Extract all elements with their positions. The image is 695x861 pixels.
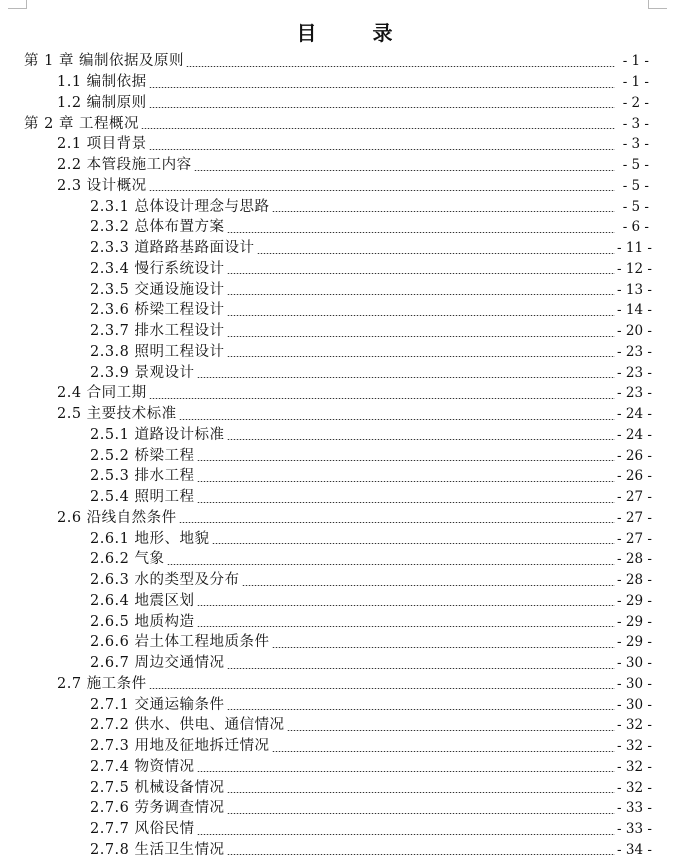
toc-dot-leader: [272, 647, 615, 648]
toc-dot-leader: [227, 813, 615, 814]
toc-subsection-entry[interactable]: [0, 549, 695, 570]
toc-subsection-entry[interactable]: [0, 653, 695, 674]
toc-page-number: - 23 -: [617, 385, 652, 402]
toc-entry-label: 2.3 设计概况: [57, 177, 147, 194]
toc-entry-label: 2.1 项目背景: [57, 136, 147, 153]
toc-dot-leader: [197, 460, 615, 461]
toc-subsection-entry[interactable]: [0, 445, 695, 466]
toc-entry-label: 2.6.1 地形、地貌: [90, 530, 210, 547]
toc-page-number: - 26 -: [617, 447, 652, 464]
toc-dot-leader: [149, 87, 615, 88]
toc-page-number: - 6 -: [622, 219, 649, 236]
toc-dot-leader: [197, 481, 615, 482]
toc-subsection-entry[interactable]: [0, 798, 695, 819]
toc-entry-label: 2.7 施工条件: [57, 675, 147, 692]
toc-chapter-entry[interactable]: [0, 51, 695, 72]
toc-page-number: - 34 -: [617, 841, 652, 858]
toc-subsection-entry[interactable]: [0, 528, 695, 549]
toc-page-number: - 27 -: [617, 489, 652, 506]
toc-page-number: - 5 -: [622, 198, 649, 215]
toc-page-number: - 29 -: [617, 613, 652, 630]
toc-subsection-entry[interactable]: [0, 611, 695, 632]
toc-entry-label: 2.5.1 道路设计标准: [90, 426, 225, 443]
toc-entry-label: 2.6.4 地震区划: [90, 592, 195, 609]
toc-page-number: - 28 -: [617, 572, 652, 589]
toc-entry-label: 2.3.5 交通设施设计: [90, 281, 225, 298]
toc-page-number: - 29 -: [617, 592, 652, 609]
toc-dot-leader: [149, 149, 615, 150]
toc-page-number: - 5 -: [622, 177, 649, 194]
toc-subsection-entry[interactable]: [0, 279, 695, 300]
toc-page-number: - 11 -: [617, 240, 652, 257]
toc-dot-leader: [227, 232, 615, 233]
toc-entry-label: 2.7.3 用地及征地拆迁情况: [90, 738, 270, 755]
toc-section-entry[interactable]: [0, 93, 695, 114]
toc-entry-label: 2.5 主要技术标准: [57, 406, 177, 423]
toc-entry-label: 2.3.1 总体设计理念与思路: [90, 198, 270, 215]
toc-entry-label: 2.6 沿线自然条件: [57, 509, 177, 526]
toc-title: 目 录: [296, 21, 411, 45]
toc-subsection-entry[interactable]: [0, 777, 695, 798]
toc-page-number: - 1 -: [622, 53, 649, 70]
toc-dot-leader: [186, 66, 615, 67]
toc-subsection-entry[interactable]: [0, 425, 695, 446]
toc-entry-label: 2.3.6 桥梁工程设计: [90, 302, 225, 319]
toc-page-number: - 3 -: [622, 136, 649, 153]
toc-dot-leader: [197, 626, 615, 627]
toc-dot-leader: [141, 128, 615, 129]
toc-entry-label: 2.3.7 排水工程设计: [90, 323, 225, 340]
toc-page-number: - 27 -: [617, 509, 652, 526]
toc-page-number: - 32 -: [617, 717, 652, 734]
toc-entry-label: 2.6.5 地质构造: [90, 613, 195, 630]
toc-subsection-entry[interactable]: [0, 570, 695, 591]
toc-entry-label: 2.6.3 水的类型及分布: [90, 572, 240, 589]
toc-subsection-entry[interactable]: [0, 694, 695, 715]
toc-dot-leader: [227, 792, 615, 793]
toc-page-number: - 23 -: [617, 343, 652, 360]
toc-entry-label: 2.4 合同工期: [57, 385, 147, 402]
toc-dot-leader: [197, 605, 615, 606]
toc-section-entry[interactable]: [0, 176, 695, 197]
toc-page-number: - 3 -: [622, 115, 649, 132]
toc-page-number: - 28 -: [617, 551, 652, 568]
toc-page-number: - 29 -: [617, 634, 652, 651]
toc-section-entry[interactable]: [0, 155, 695, 176]
toc-page-number: - 20 -: [617, 323, 652, 340]
toc-dot-leader: [227, 336, 615, 337]
toc-page-number: - 2 -: [622, 94, 649, 111]
toc-entry-label: 第 2 章 工程概况: [24, 115, 140, 132]
toc-dot-leader: [149, 398, 615, 399]
toc-subsection-entry[interactable]: [0, 840, 695, 861]
toc-dot-leader: [197, 834, 615, 835]
toc-section-entry[interactable]: [0, 508, 695, 529]
toc-dot-leader: [272, 751, 615, 752]
toc-page-number: - 23 -: [617, 364, 652, 381]
toc-page-number: - 27 -: [617, 530, 652, 547]
toc-dot-leader: [227, 273, 615, 274]
toc-dot-leader: [227, 315, 615, 316]
toc-entry-label: 2.7.1 交通运输条件: [90, 696, 225, 713]
toc-entry-label: 2.3.4 慢行系统设计: [90, 260, 225, 277]
toc-entry-label: 2.3.8 照明工程设计: [90, 343, 225, 360]
toc-entry-label: 2.7.8 生活卫生情况: [90, 841, 225, 858]
toc-chapter-entry[interactable]: [0, 113, 695, 134]
toc-subsection-entry[interactable]: [0, 362, 695, 383]
toc-entry-label: 2.2 本管段施工内容: [57, 157, 192, 174]
toc-subsection-entry[interactable]: [0, 591, 695, 612]
toc-dot-leader: [197, 502, 615, 503]
toc-page-number: - 26 -: [617, 468, 652, 485]
toc-entry-label: 2.7.4 物资情况: [90, 758, 195, 775]
toc-subsection-entry[interactable]: [0, 217, 695, 238]
toc-dot-leader: [212, 543, 615, 544]
toc-page-number: - 33 -: [617, 800, 652, 817]
toc-entry-label: 2.7.2 供水、供电、通信情况: [90, 717, 285, 734]
toc-dot-leader: [227, 854, 615, 855]
toc-page-number: - 32 -: [617, 738, 652, 755]
toc-dot-leader: [197, 771, 615, 772]
toc-dot-leader: [149, 107, 615, 108]
toc-entry-label: 2.5.4 照明工程: [90, 489, 195, 506]
toc-page-number: - 5 -: [622, 157, 649, 174]
toc-dot-leader: [149, 190, 615, 191]
toc-entry-label: 2.3.9 景观设计: [90, 364, 195, 381]
toc-subsection-entry[interactable]: [0, 466, 695, 487]
toc-subsection-entry[interactable]: [0, 632, 695, 653]
toc-page-number: - 12 -: [617, 260, 652, 277]
toc-entry-label: 1.1 编制依据: [57, 74, 147, 91]
toc-dot-leader: [227, 294, 615, 295]
toc-dot-leader: [287, 730, 615, 731]
toc-page-number: - 13 -: [617, 281, 652, 298]
toc-page-number: - 32 -: [617, 779, 652, 796]
toc-dot-leader: [272, 211, 615, 212]
toc-subsection-entry[interactable]: [0, 300, 695, 321]
toc-page-number: - 24 -: [617, 406, 652, 423]
toc-subsection-entry[interactable]: [0, 196, 695, 217]
toc-page-number: - 24 -: [617, 426, 652, 443]
toc-dot-leader: [149, 688, 615, 689]
toc-entry-label: 1.2 编制原则: [57, 94, 147, 111]
toc-page-number: - 33 -: [617, 821, 652, 838]
toc-dot-leader: [257, 253, 615, 254]
toc-dot-leader: [197, 377, 615, 378]
toc-entry-label: 第 1 章 编制依据及原则: [24, 53, 185, 70]
toc-entry-label: 2.3.2 总体布置方案: [90, 219, 225, 236]
toc-subsection-entry[interactable]: [0, 715, 695, 736]
toc-entry-label: 2.5.2 桥梁工程: [90, 447, 195, 464]
toc-page-number: - 30 -: [617, 675, 652, 692]
toc-page-number: - 30 -: [617, 696, 652, 713]
page-corner-mark-left: [8, 0, 27, 9]
toc-entry-label: 2.3.3 道路路基路面设计: [90, 240, 255, 257]
page-corner-mark-right: [648, 0, 667, 9]
toc-subsection-entry[interactable]: [0, 259, 695, 280]
toc-section-entry[interactable]: [0, 72, 695, 93]
table-of-contents: [0, 51, 695, 860]
toc-section-entry[interactable]: [0, 134, 695, 155]
toc-entry-label: 2.7.6 劳务调查情况: [90, 800, 225, 817]
toc-dot-leader: [179, 522, 615, 523]
toc-subsection-entry[interactable]: [0, 757, 695, 778]
toc-subsection-entry[interactable]: [0, 487, 695, 508]
toc-subsection-entry[interactable]: [0, 342, 695, 363]
toc-subsection-entry[interactable]: [0, 321, 695, 342]
toc-page-number: - 1 -: [622, 74, 649, 91]
toc-entry-label: 2.7.7 风俗民情: [90, 821, 195, 838]
toc-entry-label: 2.6.2 气象: [90, 551, 165, 568]
toc-entry-label: 2.6.7 周边交通情况: [90, 655, 225, 672]
toc-dot-leader: [179, 419, 615, 420]
toc-dot-leader: [194, 170, 615, 171]
toc-dot-leader: [242, 585, 615, 586]
toc-page-number: - 14 -: [617, 302, 652, 319]
toc-section-entry[interactable]: [0, 383, 695, 404]
toc-section-entry[interactable]: [0, 404, 695, 425]
toc-entry-label: 2.6.6 岩土体工程地质条件: [90, 634, 270, 651]
toc-subsection-entry[interactable]: [0, 736, 695, 757]
toc-page-number: - 30 -: [617, 655, 652, 672]
toc-page-number: - 32 -: [617, 758, 652, 775]
toc-dot-leader: [227, 356, 615, 357]
toc-dot-leader: [227, 668, 615, 669]
toc-subsection-entry[interactable]: [0, 819, 695, 840]
toc-dot-leader: [227, 709, 615, 710]
toc-entry-label: 2.7.5 机械设备情况: [90, 779, 225, 796]
toc-dot-leader: [167, 564, 615, 565]
toc-section-entry[interactable]: [0, 674, 695, 695]
toc-subsection-entry[interactable]: [0, 238, 695, 259]
toc-dot-leader: [227, 439, 615, 440]
toc-entry-label: 2.5.3 排水工程: [90, 468, 195, 485]
